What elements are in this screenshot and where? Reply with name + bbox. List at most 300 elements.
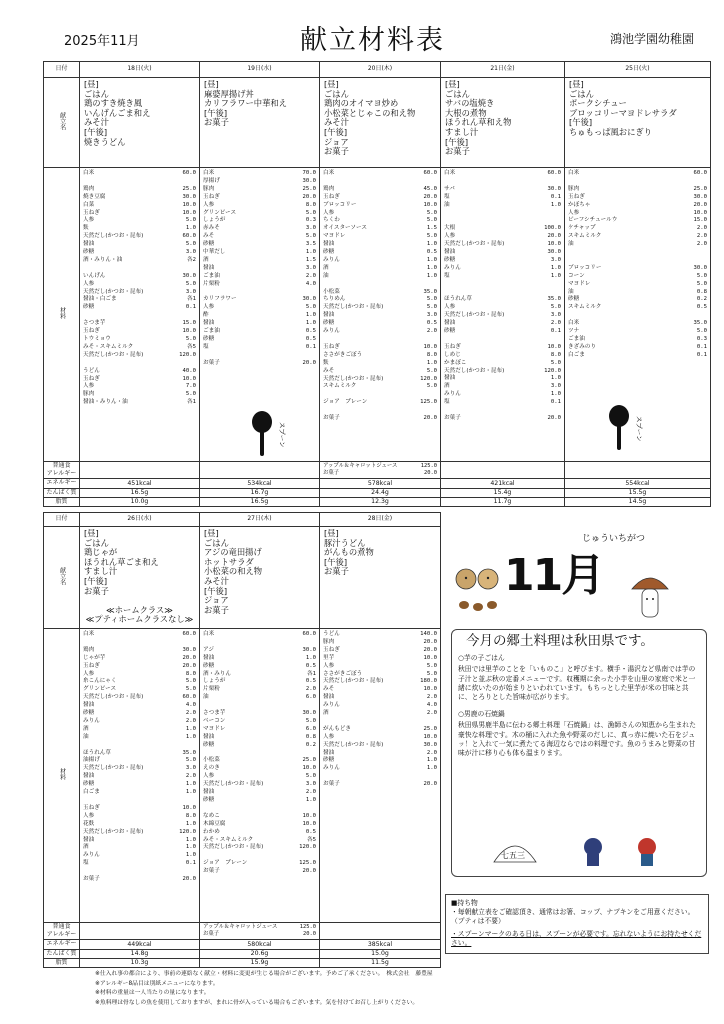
- ingredient-row: [203, 868, 316, 876]
- ingredient-row: [203, 194, 316, 202]
- ingredient-name: きざみのり: [568, 343, 596, 350]
- ingredient-qty: 125.0: [420, 399, 437, 406]
- ingredient-qty: 25.0: [423, 725, 437, 732]
- ingredient-name: 白米: [83, 170, 95, 176]
- belongings-title: ■持ち物: [451, 899, 478, 907]
- ingredient-name: 塩: [444, 193, 450, 200]
- ingredient-row: [323, 210, 437, 218]
- ingredient-qty: 1.0: [426, 264, 437, 271]
- day-energy: 421kcal: [441, 479, 565, 488]
- day-menu: [80, 527, 200, 629]
- ingredient-qty: 3.0: [550, 256, 561, 263]
- day-date: 26日(水): [80, 513, 200, 527]
- ingredient-qty: 1.0: [305, 249, 316, 256]
- ingredient-name: みそ・スキムミルク: [83, 343, 134, 350]
- ingredient-name: スキムミルク: [568, 304, 602, 311]
- ingredient-name: 人参: [83, 217, 95, 224]
- ingredient-name: 酒: [203, 256, 209, 263]
- ingredient-row: [83, 328, 196, 336]
- spoon-icon: [250, 410, 296, 458]
- ingredient-name: 砂糖: [323, 249, 335, 256]
- ingredient-qty: 各1: [187, 296, 196, 303]
- ingredient-name: 白米: [444, 170, 456, 176]
- day-date: 25日(火): [565, 62, 711, 78]
- ingredient-name: 醤油: [83, 702, 95, 709]
- ingredient-row: [203, 765, 316, 773]
- ingredient-qty: 3.0: [426, 312, 437, 319]
- ingredient-name: 酢: [203, 312, 209, 319]
- menu-label: 献立名: [44, 78, 80, 168]
- belongings-box: [445, 894, 709, 954]
- ingredient-qty: 35.0: [423, 288, 437, 295]
- ingredient-name: 玉ねぎ: [444, 343, 461, 350]
- ingredient-qty: 5.0: [185, 686, 196, 693]
- energy-label: エネルギー: [44, 479, 80, 488]
- ingredient-name: 里芋: [323, 654, 335, 661]
- ingredient-qty: 1.0: [426, 765, 437, 772]
- local-cuisine-box: [451, 629, 707, 877]
- ingredient-qty: 5.0: [426, 670, 437, 677]
- ingredient-qty: 3.0: [550, 383, 561, 390]
- ingredient-qty: 2.0: [305, 686, 316, 693]
- ingredient-row: [444, 368, 561, 376]
- snack-qty: 20.0: [424, 470, 437, 476]
- local-cuisine-title: 今月の郷土料理は秋田県です。: [466, 633, 654, 649]
- ingredient-name: 人参: [203, 201, 215, 208]
- ingredient-qty: 30.0: [547, 185, 561, 192]
- ingredient-qty: 各5: [187, 343, 196, 350]
- ingredient-name: ほうれん草: [83, 749, 111, 756]
- ingredient-name: ささがきごぼう: [323, 351, 363, 358]
- menu-line: [昼]: [84, 528, 99, 538]
- ingredient-name: お菓子: [203, 359, 220, 366]
- ingredient-row: [203, 734, 316, 742]
- menu-line: [午後]: [324, 126, 348, 137]
- day-snack: [320, 923, 441, 940]
- ingredient-name: 天然だし(かつお・昆布): [323, 741, 384, 748]
- ingredient-row: [83, 399, 196, 407]
- ingredient-qty: 20.0: [182, 654, 196, 661]
- ingredient-qty: 2.0: [550, 320, 561, 327]
- ingredient-name: 人参: [203, 304, 215, 311]
- svg-text:スプーン: スプーン: [635, 416, 643, 442]
- ingredient-qty: 5.0: [305, 209, 316, 216]
- ingredient-row: [83, 344, 196, 352]
- ingredient-name: 天然だし(かつお・昆布): [83, 351, 144, 358]
- header: [0, 0, 724, 60]
- day-energy: 578kcal: [320, 479, 441, 488]
- ingredient-name: お菓子: [203, 868, 220, 875]
- ingredient-qty: 4.0: [426, 702, 437, 709]
- ingredient-name: 酒: [83, 844, 89, 851]
- ingredient-qty: 0.1: [185, 860, 196, 867]
- ingredient-qty: 10.0: [547, 241, 561, 248]
- day-fat: 16.5g: [200, 497, 320, 506]
- ingredient-row: [83, 829, 196, 837]
- ingredient-qty: 1.0: [305, 320, 316, 327]
- day-menu: [565, 78, 711, 168]
- footer-line4: ※魚料理は骨なしの魚を使用しておりますが、まれに骨が入っている場合もございます。気を付けてお召し上がりください。: [95, 999, 419, 1006]
- ingredient-row: [83, 821, 196, 829]
- ingredient-name: かまぼこ: [444, 359, 467, 366]
- ingredient-row: [568, 289, 707, 297]
- day-energy: 580kcal: [200, 940, 320, 949]
- ingredient-row: [83, 233, 196, 241]
- ingredient-qty: 4.0: [305, 280, 316, 287]
- ingredient-row: [323, 678, 437, 686]
- ingredient-name: 砂糖: [83, 304, 95, 311]
- menu-label-2: 献立名: [44, 527, 80, 629]
- ingredient-name: わかめ: [203, 828, 220, 835]
- ingredient-row: [203, 344, 316, 352]
- ingredient-row: [323, 631, 437, 639]
- ingredient-name: 酒: [323, 710, 329, 717]
- ingredient-row: [323, 344, 437, 352]
- ingredient-name: 天然だし(かつお・昆布): [83, 765, 144, 772]
- ingredient-name: 醤油: [83, 241, 95, 248]
- menu-line: すまし汁: [84, 566, 118, 577]
- ingredient-row: [83, 202, 196, 210]
- ingredient-qty: 5.0: [696, 328, 707, 335]
- ingredient-row: [444, 241, 561, 249]
- ingredient-qty: 20.0: [182, 662, 196, 669]
- ingredient-qty: 3.0: [550, 312, 561, 319]
- ingredient-name: 油: [444, 201, 450, 208]
- day-snack: [80, 923, 200, 940]
- ingredient-name: 玉ねぎ: [83, 328, 100, 335]
- ingredient-row: [203, 829, 316, 837]
- menu-line: いんげんごま和え: [84, 107, 151, 118]
- ingredient-name: 豚肉: [323, 638, 335, 645]
- ingredient-name: 玉ねぎ: [323, 343, 340, 350]
- day-fat: 11.5g: [320, 958, 441, 967]
- ingredient-qty: 0.5: [696, 304, 707, 311]
- ingredient-name: 酒・みりん・油: [83, 256, 123, 263]
- ingredient-qty: 0.1: [550, 193, 561, 200]
- footer-line1: ※仕入れ事の都合により、事前の連絡なく献立・材料に変更が生じる場合がございます。予めご了承ください。 株式会社 藤豊屋: [95, 971, 433, 977]
- ingredient-qty: 各1: [187, 399, 196, 406]
- menu-line: [午後]: [445, 136, 469, 147]
- menu-line: [昼]: [204, 528, 219, 538]
- ingredient-row: [444, 186, 561, 194]
- ingredient-qty: 5.0: [426, 367, 437, 374]
- ingredient-row: [203, 860, 316, 868]
- ingredient-row: [323, 368, 437, 376]
- ingredient-name: 醤油: [203, 654, 215, 661]
- ingredient-row: [83, 186, 196, 194]
- ingredient-qty: 5.0: [185, 335, 196, 342]
- ingredient-name: 白ごま: [568, 351, 585, 358]
- banner-ruby: じゅういちがつ: [582, 534, 646, 544]
- ingredient-spacer: [444, 178, 561, 186]
- ingredient-name: 醤油: [203, 320, 215, 327]
- ingredient-qty: 10.0: [182, 804, 196, 811]
- ingredient-qty: 1.0: [550, 375, 561, 382]
- ingredient-qty: 20.0: [423, 781, 437, 788]
- snack-label-2: 普通食 アレルギー: [44, 923, 80, 940]
- ingredient-row: [83, 726, 196, 734]
- day-fat: 10.0g: [80, 497, 200, 506]
- ingredient-name: さつま芋: [203, 710, 226, 717]
- ingredient-qty: 0.8: [696, 288, 707, 295]
- ingredient-name: みりん: [323, 328, 340, 335]
- ingredient-qty: 60.0: [302, 631, 316, 637]
- ingredient-qty: 30.0: [302, 296, 316, 303]
- menu-line: サバの塩焼き: [445, 98, 495, 109]
- ingredient-row: [568, 320, 707, 328]
- ingredient-qty: 20.0: [302, 193, 316, 200]
- ingredient-row: [83, 718, 196, 726]
- menu-line: ごはん: [84, 537, 109, 548]
- menu-line: 麻婆厚揚げ丼: [204, 88, 254, 99]
- ingredient-qty: 60.0: [423, 170, 437, 176]
- ingredient-row: [203, 781, 316, 789]
- day-ingredients: [80, 168, 200, 462]
- ingredient-row: [568, 328, 707, 336]
- ingredient-name: 人参: [323, 662, 335, 669]
- belongings-line2: ・スプーンマークのある日は、スプーンが必要です。忘れないようにお持たせください。: [451, 930, 702, 947]
- ingredient-name: 小松菜: [203, 757, 220, 764]
- ingredient-name: 醤油: [323, 749, 335, 756]
- ingredient-row: [203, 789, 316, 797]
- ingredient-spacer: [203, 639, 316, 647]
- menu-line: 鶏じゃが: [84, 547, 118, 558]
- ingredient-name: マヨドレ: [568, 280, 591, 287]
- ingredient-name: ベーコン: [203, 717, 226, 724]
- ingredient-qty: 20.0: [547, 414, 561, 421]
- ingredient-row: [83, 281, 196, 289]
- shichigosan-illustration: [492, 834, 672, 868]
- ingredient-row: [203, 304, 316, 312]
- ingredient-row: [83, 813, 196, 821]
- ingredient-row: [83, 194, 196, 202]
- day-date: 27日(木): [200, 513, 320, 527]
- ingredient-name: しめじ: [444, 351, 461, 358]
- ingredient-qty: 10.0: [423, 654, 437, 661]
- ingredient-name: 鶏肉: [323, 185, 335, 192]
- ingredient-qty: 5.0: [305, 773, 316, 780]
- day-ingredients: [320, 629, 441, 923]
- ingredient-name: ブロッコリー: [568, 264, 602, 271]
- snack-name: お菓子: [203, 931, 220, 937]
- ingredient-name: ごま油: [203, 272, 220, 279]
- ingredient-qty: 10.0: [302, 820, 316, 827]
- ingredient-spacer: [568, 312, 707, 320]
- ingredient-name: 醤油: [444, 320, 456, 327]
- ingredient-qty: 2.0: [305, 789, 316, 796]
- menu-line: ごはん: [204, 537, 229, 548]
- ingredient-qty: 60.0: [182, 694, 196, 701]
- ingredient-row: [323, 328, 437, 336]
- menu-line: ちゅもっぱ風おにぎり: [569, 126, 652, 137]
- menu-line: ≪プティホームクラスなし≫: [85, 614, 194, 625]
- ingredient-qty: 0.1: [550, 399, 561, 406]
- svg-text:スプーン: スプーン: [278, 422, 286, 448]
- day-snack: [320, 462, 441, 479]
- ingredient-row: [444, 273, 561, 281]
- ingredient-name: 人参: [203, 773, 215, 780]
- menu-line: [午後]: [324, 556, 348, 567]
- ingredient-spacer: [203, 352, 316, 360]
- ingredient-name: さつま芋: [83, 320, 106, 327]
- ingredient-row: [203, 742, 316, 750]
- ingredient-name: グリンピース: [203, 209, 237, 216]
- ingredient-row: [203, 773, 316, 781]
- day-snack: [80, 462, 200, 479]
- ingredient-row: [323, 781, 437, 789]
- ingredient-qty: 2.0: [305, 272, 316, 279]
- ingredient-row: [83, 647, 196, 655]
- ingredient-row: [444, 194, 561, 202]
- day-menu: [80, 78, 200, 168]
- ingredient-row: [203, 686, 316, 694]
- ingredient-qty: 3.0: [185, 765, 196, 772]
- ingredient-qty: 3.0: [305, 225, 316, 232]
- day-menu: [441, 78, 565, 168]
- ingredient-row: [83, 296, 196, 304]
- ingredient-name: ビーフシチュールウ: [568, 217, 618, 224]
- ingredient-name: みりん: [444, 264, 461, 271]
- ingredient-qty: 0.1: [696, 343, 707, 350]
- ingredient-name: 厚揚げ: [203, 177, 220, 184]
- ingredient-qty: 8.0: [550, 351, 561, 358]
- ingredient-qty: 1.0: [185, 844, 196, 851]
- ingredient-qty: 40.0: [182, 367, 196, 374]
- ingredient-qty: 2.0: [426, 328, 437, 335]
- menu-line: 小松菜とじゃこの和え物: [324, 107, 416, 118]
- ingredient-name: 油: [83, 733, 89, 740]
- ingredient-qty: 2.0: [426, 749, 437, 756]
- ingredient-row: [323, 320, 437, 328]
- ingredient-qty: 5.0: [185, 678, 196, 685]
- ingredient-spacer: [83, 742, 196, 750]
- menu-line: みそ汁: [84, 117, 109, 128]
- ingredient-qty: 7.0: [185, 383, 196, 390]
- ingredient-row: [83, 655, 196, 663]
- ingredient-row: [444, 320, 561, 328]
- ingredient-qty: 1.0: [185, 789, 196, 796]
- ingredient-qty: 5.0: [305, 233, 316, 240]
- ingredient-name: がんもどき: [323, 725, 351, 732]
- oni-icon: [578, 834, 608, 868]
- ingredient-qty: 120.0: [544, 367, 561, 374]
- day-fat: 12.3g: [320, 497, 441, 506]
- ingredient-row: [203, 813, 316, 821]
- ingredient-spacer: [83, 312, 196, 320]
- ingredient-name: 人参: [568, 209, 580, 216]
- ingredient-qty: 1.0: [550, 391, 561, 398]
- menu-line: ブロッコリーマヨドレサラダ: [569, 107, 677, 118]
- ingredient-qty: 5.0: [185, 217, 196, 224]
- ingredient-row: [83, 789, 196, 797]
- ingredient-row: [444, 383, 561, 391]
- day-menu: [320, 527, 441, 629]
- ingredient-qty: 0.5: [305, 336, 316, 343]
- ingredient-row: [568, 170, 707, 178]
- ingredient-row: [323, 710, 437, 718]
- ingredient-name: 油: [323, 272, 329, 279]
- ingredient-name: なめこ: [203, 812, 220, 819]
- ingredient-qty: 5.0: [426, 383, 437, 390]
- ingredient-qty: 0.2: [696, 296, 707, 303]
- ingredient-row: [323, 257, 437, 265]
- ingredient-qty: 1.0: [550, 201, 561, 208]
- ingredient-row: [203, 797, 316, 805]
- ingredient-name: アジ: [203, 646, 214, 653]
- ingredient-qty: 35.0: [547, 296, 561, 303]
- day-protein: 16.7g: [200, 488, 320, 497]
- ingredient-row: [323, 415, 437, 423]
- ingredient-qty: 1.0: [305, 654, 316, 661]
- ingredient-row: [203, 360, 316, 368]
- ingredient-name: 天然だし(かつお・昆布): [323, 375, 384, 382]
- ingredient-qty: 10.0: [302, 765, 316, 772]
- ingredient-row: [83, 320, 196, 328]
- ingredient-name: 砂糖: [203, 241, 215, 248]
- ingredient-name: 天然だし(かつお・昆布): [444, 367, 505, 374]
- ingredient-row: [203, 844, 316, 852]
- ingredient-row: [323, 360, 437, 368]
- menu-line: ごはん: [324, 88, 349, 99]
- ingredient-qty: 5.0: [426, 304, 437, 311]
- ingredient-spacer: [323, 281, 437, 289]
- ingredient-qty: 35.0: [182, 749, 196, 756]
- ingredient-qty: 10.0: [423, 733, 437, 740]
- snack-label: 普通食 アレルギー: [44, 462, 80, 479]
- day-snack: [565, 462, 711, 479]
- ingredient-name: 天然だし(かつお・昆布): [323, 678, 384, 685]
- ingredient-qty: 140.0: [420, 631, 437, 637]
- school-name: 鴻池学園幼稚園: [609, 32, 694, 46]
- ingredient-qty: 0.1: [550, 328, 561, 335]
- footer-line3: ※材料の重量は一人当たりの量になります。: [95, 990, 210, 996]
- ingredient-name: 白米: [203, 631, 215, 637]
- ingredient-row: [83, 304, 196, 312]
- menu-line: [昼]: [324, 79, 339, 89]
- ingredient-row: [323, 655, 437, 663]
- ingredient-name: ツナ: [568, 328, 580, 335]
- ingredient-name: 塩: [444, 272, 450, 279]
- ingredient-qty: 20.0: [302, 868, 316, 875]
- ingredient-row: [203, 233, 316, 241]
- ingredient-qty: 10.0: [182, 201, 196, 208]
- ingredient-name: 砂糖: [83, 781, 95, 788]
- day-energy: 534kcal: [200, 479, 320, 488]
- ingredient-row: [83, 376, 196, 384]
- item1-title: ○芋の子ごはん: [458, 654, 505, 663]
- menu-line: カリフラワー中華和え: [204, 98, 287, 109]
- ingredient-qty: 20.0: [423, 193, 437, 200]
- ingredient-name: 人参: [83, 383, 95, 390]
- ingredient-name: 焼き豆腐: [83, 193, 106, 200]
- snack-row: [323, 470, 437, 477]
- ingredient-row: [444, 170, 561, 178]
- ingredient-name: 天然だし(かつお・昆布): [203, 844, 264, 851]
- ingredient-name: 醤油・みりん・油: [83, 399, 128, 406]
- ingredient-spacer: [83, 265, 196, 273]
- ingredient-row: [203, 257, 316, 265]
- ingredient-qty: 5.0: [185, 757, 196, 764]
- ingredient-qty: 15.0: [693, 217, 707, 224]
- ingredient-name: みりん: [323, 765, 340, 772]
- ingredient-name: 片栗粉: [203, 686, 220, 693]
- ingredient-row: [444, 249, 561, 257]
- ingredient-row: [444, 375, 561, 383]
- ingredient-row: [203, 178, 316, 186]
- ingredient-name: カリフラワー: [203, 296, 237, 303]
- menu-line: みそ汁: [324, 117, 349, 128]
- day-date: 20日(木): [320, 62, 441, 78]
